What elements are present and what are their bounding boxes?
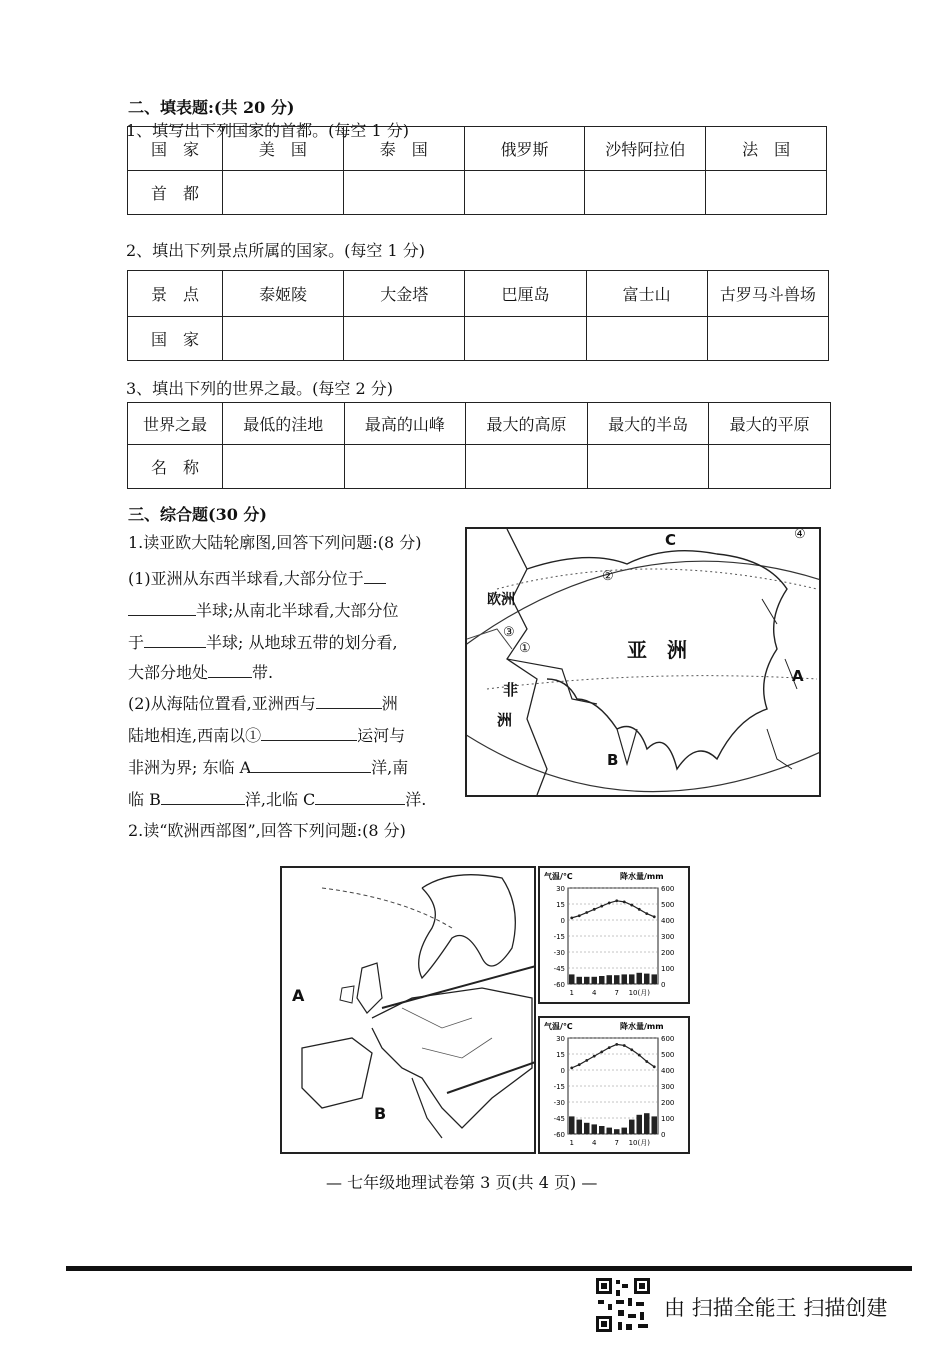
answer-cell[interactable] (223, 445, 345, 489)
climate-top-temp-point (593, 908, 596, 911)
climate-top-temp-label: 气温/℃ (544, 872, 573, 881)
climate-top-precip-label: 降水量/mm (620, 872, 664, 881)
climate-bottom-precip-bar (614, 1129, 620, 1134)
climate-bottom-precip-tick: 200 (661, 1099, 675, 1107)
climate-top-precip-bar (629, 974, 635, 984)
answer-blank[interactable] (208, 663, 252, 678)
bottom-rule (66, 1266, 912, 1271)
climate-bottom-precip-tick: 500 (661, 1051, 675, 1059)
climate-top-temp-tick: -45 (553, 965, 565, 973)
climate-top-precip-bar (637, 973, 643, 984)
answer-cell[interactable] (344, 445, 466, 489)
answer-blank[interactable] (161, 790, 245, 805)
europe-map-graphic (282, 868, 534, 1152)
climate-top-temp-point (578, 914, 581, 917)
capitals-table (127, 126, 827, 215)
climate-bottom-temp-point (653, 1065, 656, 1068)
answer-cell[interactable] (466, 445, 588, 489)
climate-chart-bottom (538, 1016, 690, 1154)
column-header: 最低的洼地 (223, 403, 345, 445)
climate-bottom-temp-point (623, 1044, 626, 1047)
climate-top-precip-tick: 300 (661, 933, 675, 941)
climate-bottom-month-tick: 7 (614, 1139, 619, 1147)
answer-blank[interactable] (144, 633, 206, 648)
climate-top-temp-tick: 15 (556, 901, 565, 909)
answer-cell[interactable] (709, 445, 831, 489)
answer-line: 半球;从南北半球看,大部分位 (128, 598, 398, 621)
answer-line: (2)从海陆位置看,亚洲西与 洲 (128, 694, 398, 713)
marker-1: ① (519, 641, 531, 656)
q3-prompt: 3、填出下列的世界之最。(每空 2 分) (126, 379, 394, 398)
climate-chart-bottom-graphic (540, 1018, 688, 1152)
climate-top-precip-tick: 500 (661, 901, 675, 909)
climate-top-temp-point (585, 911, 588, 914)
answer-cell[interactable] (586, 317, 707, 361)
climate-bottom-month-tick: 4 (592, 1139, 597, 1147)
answer-line: 大部分地处 带. (128, 663, 274, 682)
climate-top-temp-tick: -60 (553, 981, 565, 989)
climate-top-temp-line (572, 901, 655, 918)
climate-top-month-tick: 1 (569, 989, 574, 997)
column-header: 最大的高原 (466, 403, 588, 445)
climate-bottom-precip-bar (577, 1120, 583, 1134)
scanner-credit: 由 扫描全能王 扫描创建 (664, 1296, 888, 1320)
answer-blank[interactable] (128, 601, 196, 616)
climate-bottom-precip-tick: 300 (661, 1083, 675, 1091)
climate-top-temp-tick: -30 (553, 949, 565, 957)
climate-bottom-temp-point (638, 1054, 641, 1057)
climate-bottom-temp-tick: 0 (560, 1067, 565, 1075)
climate-bottom-precip-bar (584, 1123, 590, 1134)
column-header: 古罗马斗兽场 (707, 271, 828, 317)
climate-bottom-temp-point (578, 1063, 581, 1066)
row-header: 首 都 (128, 171, 223, 215)
africa-label-1: 非 (503, 681, 519, 699)
climate-top-precip-tick: 200 (661, 949, 675, 957)
answer-cell[interactable] (587, 445, 709, 489)
answer-cell[interactable] (585, 171, 706, 215)
climate-top-precip-bar (577, 977, 583, 984)
climate-chart-top-graphic (540, 868, 688, 1002)
climate-bottom-precip-bar (637, 1115, 643, 1134)
answer-cell[interactable] (223, 317, 344, 361)
climate-top-temp-tick: -15 (553, 933, 565, 941)
asia-label: 亚 洲 (627, 638, 687, 662)
climate-top-precip-bar (644, 974, 650, 984)
climate-chart-top (538, 866, 690, 1004)
s3-q2-prompt: 2.读“欧洲西部图”,回答下列问题:(8 分) (128, 821, 406, 840)
climate-bottom-temp-tick: 30 (556, 1035, 565, 1043)
section3-title: 三、综合题(30 分) (128, 505, 267, 524)
climate-top-precip-tick: 400 (661, 917, 675, 925)
climate-bottom-temp-point (630, 1048, 633, 1051)
climate-bottom-precip-tick: 600 (661, 1035, 675, 1043)
climate-bottom-temp-point (585, 1059, 588, 1062)
climate-bottom-precip-bar (629, 1120, 635, 1134)
climate-top-precip-bar (599, 976, 605, 984)
climate-top-temp-tick: 0 (560, 917, 565, 925)
africa-label-2: 洲 (497, 711, 513, 729)
climate-bottom-temp-point (615, 1043, 618, 1046)
climate-top-month-tick: 4 (592, 989, 597, 997)
climate-top-precip-tick: 0 (661, 981, 666, 989)
climate-bottom-temp-label: 气温/℃ (544, 1022, 573, 1031)
europe-label: 欧洲 (487, 592, 515, 608)
climate-bottom-temp-point (600, 1050, 603, 1053)
answer-blank[interactable] (251, 758, 371, 773)
climate-bottom-temp-line (572, 1044, 655, 1067)
climate-top-month-tick: 10(月) (628, 989, 650, 997)
answer-cell[interactable] (706, 171, 827, 215)
climate-top-temp-point (645, 912, 648, 915)
climate-top-temp-tick: 30 (556, 885, 565, 893)
answer-cell[interactable] (707, 317, 828, 361)
answer-blank[interactable] (261, 726, 357, 741)
climate-bottom-temp-point (645, 1060, 648, 1063)
column-header: 俄罗斯 (464, 127, 585, 171)
q2-prompt: 2、填出下列景点所属的国家。(每空 1 分) (126, 241, 426, 260)
climate-top-precip-bar (622, 974, 628, 984)
answer-cell[interactable] (464, 171, 585, 215)
column-header: 泰 国 (343, 127, 464, 171)
climate-bottom-precip-bar (644, 1113, 650, 1134)
climate-top-precip-tick: 100 (661, 965, 675, 973)
landmarks-table (127, 270, 829, 361)
column-header: 富士山 (586, 271, 707, 317)
climate-top-precip-bar (652, 974, 658, 984)
climate-bottom-temp-tick: -45 (553, 1115, 565, 1123)
climate-bottom-precip-bar (592, 1124, 598, 1134)
column-header: 美 国 (223, 127, 344, 171)
region-label-b: B (374, 1104, 387, 1123)
row-header: 国 家 (128, 127, 223, 171)
column-header: 巴厘岛 (465, 271, 586, 317)
climate-bottom-precip-bar (599, 1126, 605, 1134)
climate-bottom-precip-tick: 100 (661, 1115, 675, 1123)
climate-bottom-temp-tick: -30 (553, 1099, 565, 1107)
climate-top-temp-point (600, 905, 603, 908)
row-header: 景 点 (128, 271, 223, 317)
climate-bottom-precip-bar (652, 1116, 658, 1134)
climate-top-temp-point (623, 900, 626, 903)
climate-top-temp-point (615, 899, 618, 902)
climate-bottom-precip-bar (622, 1128, 628, 1134)
answer-blank[interactable] (316, 694, 382, 709)
column-header: 法 国 (706, 127, 827, 171)
climate-bottom-precip-tick: 400 (661, 1067, 675, 1075)
climate-bottom-temp-point (570, 1066, 573, 1069)
answer-blank[interactable] (364, 569, 386, 584)
climate-top-temp-point (608, 902, 611, 905)
answer-cell[interactable] (223, 171, 344, 215)
q1-prompt: 1、填写出下列国家的首都。(每空 1 分) (126, 121, 410, 140)
marker-2: ② (602, 569, 614, 584)
climate-bottom-temp-tick: -15 (553, 1083, 565, 1091)
page-footer: — 七年级地理试卷第 3 页(共 4 页) — (326, 1173, 598, 1192)
ocean-label-b: B (607, 751, 619, 769)
climate-bottom-precip-bar (569, 1116, 575, 1134)
column-header: 最高的山峰 (344, 403, 466, 445)
answer-cell[interactable] (465, 317, 586, 361)
climate-top-precip-bar (614, 975, 620, 984)
column-header: 大金塔 (344, 271, 465, 317)
climate-bottom-temp-tick: 15 (556, 1051, 565, 1059)
section2-title: 二、填表题:(共 20 分) (128, 98, 295, 117)
row-header: 名 称 (128, 445, 223, 489)
answer-line: 临 B 洋,北临 C 洋. (128, 790, 427, 809)
answer-blank[interactable] (315, 790, 405, 805)
climate-top-temp-point (630, 904, 633, 907)
asia-europe-map (465, 527, 821, 797)
climate-top-temp-point (653, 915, 656, 918)
climate-bottom-month-tick: 1 (569, 1139, 574, 1147)
climate-bottom-precip-tick: 0 (661, 1131, 666, 1139)
climate-top-temp-point (570, 916, 573, 919)
answer-line: 陆地相连,西南以① 运河与 (128, 726, 406, 745)
column-header: 泰姬陵 (223, 271, 344, 317)
answer-cell[interactable] (344, 317, 465, 361)
climate-bottom-precip-label: 降水量/mm (620, 1022, 664, 1031)
answer-cell[interactable] (343, 171, 464, 215)
column-header: 最大的平原 (709, 403, 831, 445)
climate-top-month-tick: 7 (614, 989, 619, 997)
answer-line: 于 半球; 从地球五带的划分看, (128, 633, 398, 652)
marker-4: ④ (794, 527, 806, 542)
s3-q1-prompt: 1.读亚欧大陆轮廓图,回答下列问题:(8 分) (128, 533, 422, 552)
climate-top-precip-bar (584, 977, 590, 984)
climate-bottom-precip-bar (607, 1128, 613, 1134)
climate-bottom-temp-point (608, 1046, 611, 1049)
climate-bottom-month-tick: 10(月) (628, 1139, 650, 1147)
climate-bottom-temp-point (593, 1055, 596, 1058)
column-header: 沙特阿拉伯 (585, 127, 706, 171)
climate-top-precip-tick: 600 (661, 885, 675, 893)
qr-code-icon (594, 1276, 652, 1334)
world-records-table (127, 402, 831, 489)
ocean-label-a: A (792, 667, 804, 685)
climate-bottom-temp-tick: -60 (553, 1131, 565, 1139)
answer-line: 非洲为界; 东临 A 洋,南 (128, 758, 409, 777)
row-header: 国 家 (128, 317, 223, 361)
climate-top-temp-point (638, 908, 641, 911)
marker-3: ③ (503, 625, 515, 640)
western-europe-map (280, 866, 536, 1154)
climate-top-precip-bar (569, 974, 575, 984)
ocean-label-c: C (665, 531, 677, 549)
region-label-a: A (292, 986, 305, 1005)
column-header: 最大的半岛 (587, 403, 709, 445)
row-header: 世界之最 (128, 403, 223, 445)
answer-line: (1)亚洲从东西半球看,大部分位于 (128, 566, 386, 589)
climate-top-precip-bar (607, 975, 613, 984)
climate-top-precip-bar (592, 977, 598, 984)
